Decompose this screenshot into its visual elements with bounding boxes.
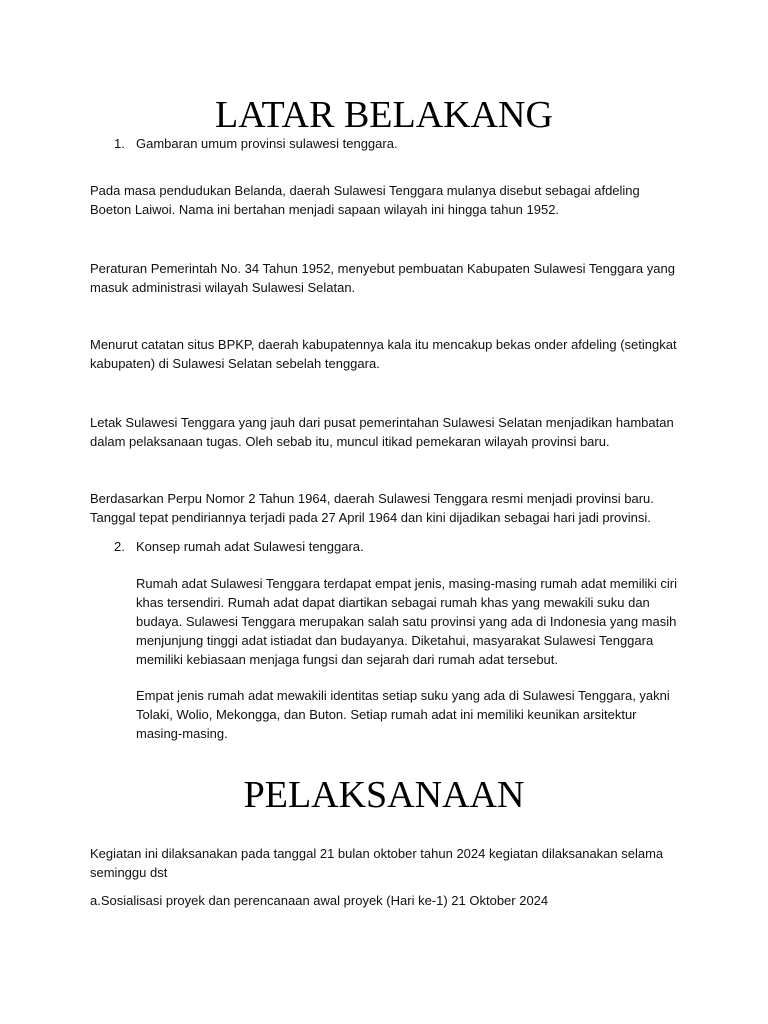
list-item-2 (90, 537, 690, 556)
indented-paragraph: Empat jenis rumah adat mewakili identitas setiap suku yang ada di Sulawesi Tenggara, yakni Tolaki, Wolio, Mekongga, dan Buton. Setiap rumah adat ini memiliki keunikan arsitektur masing-masing. (136, 688, 670, 741)
list-item-1 (90, 134, 690, 153)
section-title-latar-belakang: LATAR BELAKANG (215, 94, 553, 136)
paragraph: a.Sosialisasi proyek dan perencanaan awal proyek (Hari ke-1) 21 Oktober 2024 (90, 893, 549, 908)
paragraph: Letak Sulawesi Tenggara yang jauh dari pusat pemerintahan Sulawesi Selatan menjadikan hambatan dalam pelaksanaan tugas. Oleh sebab itu, muncul itikad pemekaran wilayah provinsi baru. (90, 415, 674, 449)
list-item-text: Gambaran umum provinsi sulawesi tenggara. (136, 136, 398, 151)
paragraph: Pada masa pendudukan Belanda, daerah Sulawesi Tenggara mulanya disebut sebagai afdeling Boeton Laiwoi. Nama ini bertahan menjadi sapaan wilayah ini hingga tahun 1952. (90, 183, 640, 217)
paragraph: Kegiatan ini dilaksanakan pada tanggal 21 bulan oktober tahun 2024 kegiatan dilaksanakan selama seminggu dst (90, 846, 664, 880)
list-item-text: Konsep rumah adat Sulawesi tenggara. (136, 539, 364, 554)
list-number: 1. (114, 136, 125, 151)
paragraph: Peraturan Pemerintah No. 34 Tahun 1952, menyebut pembuatan Kabupaten Sulawesi Tenggara yang masuk administrasi wilayah Sulawesi Selatan. (90, 261, 675, 295)
indented-paragraph: Rumah adat Sulawesi Tenggara terdapat empat jenis, masing-masing rumah adat memiliki ciri khas tersendiri. Rumah adat dapat diartikan sebagai rumah khas yang mewakili suku dan budaya. Sulawesi Tenggara merupakan salah satu provinsi yang ada di Indonesia yang masih menjunjung tinggi adat istiadat dan budayanya. Diketahui, masyarakat Sulawesi Tenggara memiliki kebiasaan menjaga fungsi dan sejarah dari rumah adat tersebut. (136, 576, 677, 667)
section-title-pelaksanaan: PELAKSANAAN (243, 774, 525, 816)
paragraph: Menurut catatan situs BPKP, daerah kabupatennya kala itu mencakup bekas onder afdeling (setingkat kabupaten) di Sulawesi Selatan sebelah tenggara. (90, 337, 677, 371)
list-number: 2. (114, 539, 125, 554)
paragraph: Berdasarkan Perpu Nomor 2 Tahun 1964, daerah Sulawesi Tenggara resmi menjadi provinsi baru. Tanggal tepat pendiriannya terjadi pada 27 April 1964 dan kini dijadikan sebagai hari jadi provinsi. (90, 491, 654, 525)
